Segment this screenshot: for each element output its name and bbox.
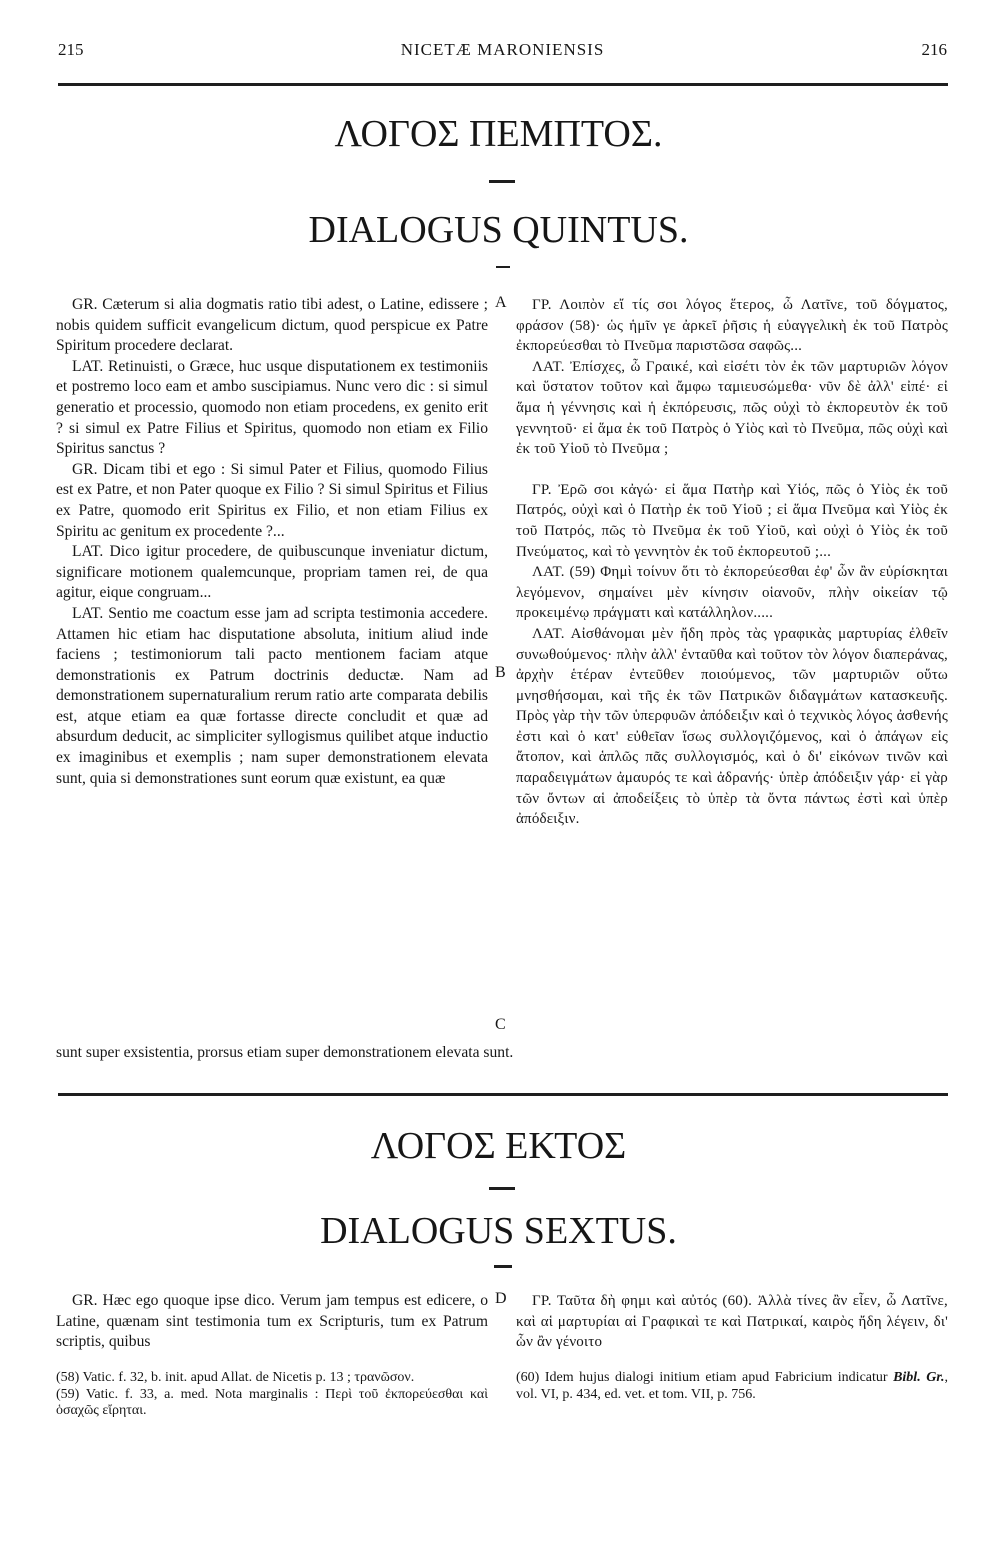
footnotes-left <box>56 1370 488 1420</box>
dialogue-vi-greek-title: ΛΟΓΟΣ ΕΚΤΟΣ <box>370 1125 627 1167</box>
dialogue-v-latin-column <box>56 295 488 789</box>
title-dash-small <box>494 1265 512 1268</box>
margin-letter-c: C <box>495 1016 506 1033</box>
page-number-left: 215 <box>58 40 84 59</box>
dialogue-vi-latin-title: DIALOGUS SEXTUS. <box>320 1210 677 1252</box>
running-head <box>58 40 947 64</box>
section-rule <box>58 1093 948 1096</box>
title-dash <box>489 1187 515 1190</box>
greek-paragraph: ΓΡ. Ἐρῶ σοι κἀγώ· εἰ ἅμα Πατὴρ καὶ Υἱός, πῶς ὁ Υἱὸς ἐκ τοῦ Πατρός, οὐχὶ καὶ ὁ Πατὴρ ἐκ τοῦ Υἱοῦ ; εἰ ἅμα Πνεῦμα καὶ Υἱὸς ἐκ τοῦ Πατρός, πῶς τὸ Πνεῦμα ἐκ τοῦ Υἱοῦ, καὶ οὐχὶ ὁ Υἱὸς ἐκ τοῦ Πνεύματος, καὶ τὸ γεννητὸν ἐκ τοῦ ἐκπορευτοῦ ;... <box>516 481 948 560</box>
title-dash-small <box>496 266 510 268</box>
greek-paragraph: ΛΑΤ. (59) Φημὶ τοίνυν ὅτι τὸ ἐκπορεύεσθαι ἐφ' ὧν ἂν εὑρίσκηται λεγόμενον, σημαίνει μὲν κίνησιν οἱανοῦν, πλὴν οἰκείαν τῷ προκειμένῳ πράγματι καὶ κατάλληλον..... <box>516 564 948 622</box>
latin-paragraph: GR. Hæc ego quoque ipse dico. Verum jam tempus est edicere, o Latine, quænam sint testimonia tum ex Scripturis, tum ex Patrum scriptis, quibus <box>56 1292 488 1351</box>
dialogue-vi-latin-column <box>56 1291 488 1353</box>
margin-letter-d: D <box>495 1290 507 1307</box>
footnote-60 <box>516 1370 948 1403</box>
footnote-60-text-end: , vol. VI, p. 434, ed. vet. et tom. VII, p. 756. <box>516 1370 949 1402</box>
footnotes-right <box>516 1370 948 1403</box>
dialogue-v-latin-continuation: sunt super exsistentia, prorsus etiam super demonstrationem elevata sunt. <box>56 1044 514 1061</box>
greek-paragraph: ΓΡ. Ταῦτα δὴ φημι καὶ αὐτός (60). Ἀλλὰ τίνες ἂν εἶεν, ὦ Λατῖνε, καὶ αἱ μαρτυρίαι αἱ Γραφικαὶ τε καὶ Πατρικαί, καιρὸς ἤδη λέγειν, δι' ὧν ἂν γένοιτο <box>516 1293 948 1351</box>
greek-paragraph: ΛΑΤ. Αἰσθάνομαι μὲν ἤδη πρὸς τὰς γραφικὰς μαρτυρίας ἐλθεῖν συνωθούμενος· πλὴν ἀλλ' ἐνταῦθα καὶ τοῦτον τὸν λόγον διαπεράνας, ἀρχὴν ἑτέραν ἐντεῦθεν ποιούμενος, τῶν μαρτυριῶν οὕτω μνησθήσομαι, καὶ τῆς ἐκ τῶν Πατρικῶν διδαγμάτων κατασκευῆς. Πρὸς γὰρ τὴν τῶν ὑπερφυῶν ἀπόδειξιν καὶ ὁ τεχνικὸς λόγος ἀσθενής ἐστι καὶ ὁ κατ' εὐθεῖαν ἴσως συλλογιζόμενος, καὶ ὁ ἀπάγων εἰς ἄτοπον, καὶ ἁπλῶς πᾶς συλλογισμός, καὶ ὁ δι' εἰκόνων τινῶν καὶ παραδειγμάτων ἀμαυρός τε καὶ ἀδρανής· ὑπὲρ ἀπόδειξιν γάρ· εἰ γὰρ τῶν ὄντων αἱ ἀποδείξεις τὸ ὑπὲρ τὰ ὄντα πάντως ἐστὶ καὶ ὑπὲρ ἀπόδειξιν. <box>516 625 948 828</box>
dialogue-vi-greek-column <box>516 1291 948 1353</box>
latin-paragraph: LAT. Sentio me coactum esse jam ad scripta testimonia accedere. Attamen hic etiam hac disputatione absoluta, initium aliud inde faciens ; testimoniorum tali pacto mentionem faciam atque demonstrationis ex Patrum doctrinis deductæ. Nam ad demonstrationem supernaturalium rerum ratio arte comparata debilis est, atque etiam ea quæ fortasse directe concludit et quæ ad absurdum deducit, ac simpliciter syllogismus quilibet atque inductio ex imaginibus et exemplis ; nam super demonstrationem elevata sunt, quia si demonstrationes sunt eorum quæ existunt, ea quæ <box>56 604 488 787</box>
latin-paragraph: LAT. Dico igitur procedere, de quibuscunque inveniatur dictum, significare motionem qualemcunque, propriam tamen rei, de qua agitur, eique congruam... <box>56 543 488 602</box>
margin-letter-a: A <box>495 294 507 311</box>
greek-paragraph: ΓΡ. Λοιπὸν εἴ τίς σοι λόγος ἕτερος, ὦ Λατῖνε, τοῦ δόγματος, φράσον (58)· ὡς ἡμῖν γε ἀρκεῖ ῥῆσις ἡ εὐαγγελικὴ ἐκ τοῦ Πατρὸς ἐκπορεύεσθαι τὸ Πνεῦμα παριστῶσα σαφῶς... <box>516 297 948 355</box>
latin-paragraph: GR. Cæterum si alia dogmatis ratio tibi adest, o Latine, edissere ; nobis quidem sufficit evangelicum dictum, quod perspicue ex Patre Spiritum procedere declarat. <box>56 296 488 355</box>
latin-paragraph: GR. Dicam tibi et ego : Si simul Pater et Filius, quomodo Filius est ex Patre, et non Pater quoque ex Filio ? Si simul Spiritus et Filius ex Patre, quomodo erit Spiritus ex Filio, et non etiam Filius ex Spiritu ac genitum ex procedente ?... <box>56 460 488 540</box>
running-title: NICETÆ MARONIENSIS <box>400 40 605 59</box>
footnote-59: (59) Vatic. f. 33, a. med. Nota marginalis : Περὶ τοῦ ἐκπορεύεσθαι καὶ ὁσαχῶς εἴρηται. <box>56 1386 488 1418</box>
dialogue-v-greek-title: ΛΟΓΟΣ ΠΕΜΠΤΟΣ. <box>334 113 663 155</box>
margin-letter-b: B <box>495 664 506 681</box>
page-number-right: 216 <box>921 40 947 59</box>
footnote-60-text: (60) Idem hujus dialogi initium etiam apud Fabricium indicatur <box>516 1370 894 1385</box>
header-rule <box>58 83 948 86</box>
greek-paragraph: ΛΑΤ. Ἐπίσχες, ὦ Γραικέ, καὶ εἰσέτι τὸν ἐκ τῶν μαρτυριῶν λόγον καὶ ὕστατον τοῦτον καὶ ἄμφω ταμιευσώμεθα· νῦν δὲ ἀλλ' εἰπέ· εἰ ἅμα ἡ γέννησις καὶ ἡ ἐκπόρευσις, πῶς οὐχὶ τὸ ἐκπορευτὸν ἐκ τοῦ γεννητοῦ· εἰ ἅμα ἐκ τοῦ Πατρὸς ὁ Υἱὸς καὶ τὸ Πνεῦμα, πῶς οὐχὶ καὶ ἐκ τοῦ Υἱοῦ τὸ Πνεῦμα ; <box>516 358 948 458</box>
dialogue-v-latin-title: DIALOGUS QUINTUS. <box>308 209 689 251</box>
footnote-60-reference: Bibl. Gr. <box>893 1370 945 1385</box>
latin-paragraph: LAT. Retinuisti, o Græce, huc usque disputationem ex testimoniis et postremo loco eam et ambo suscipiamus. Nunc vero dic : si simul generatio et processio, quomodo non etiam procedens, ex genito erit ? si simul ex Patre Filius et Spiritus, quomodo non etiam ex Filio Spiritus sanctus ? <box>56 357 488 458</box>
footnote-58: (58) Vatic. f. 32, b. init. apud Allat. de Nicetis p. 13 ; τρανῶσον. <box>56 1370 415 1385</box>
dialogue-v-greek-column <box>516 295 948 830</box>
title-dash <box>489 180 515 183</box>
